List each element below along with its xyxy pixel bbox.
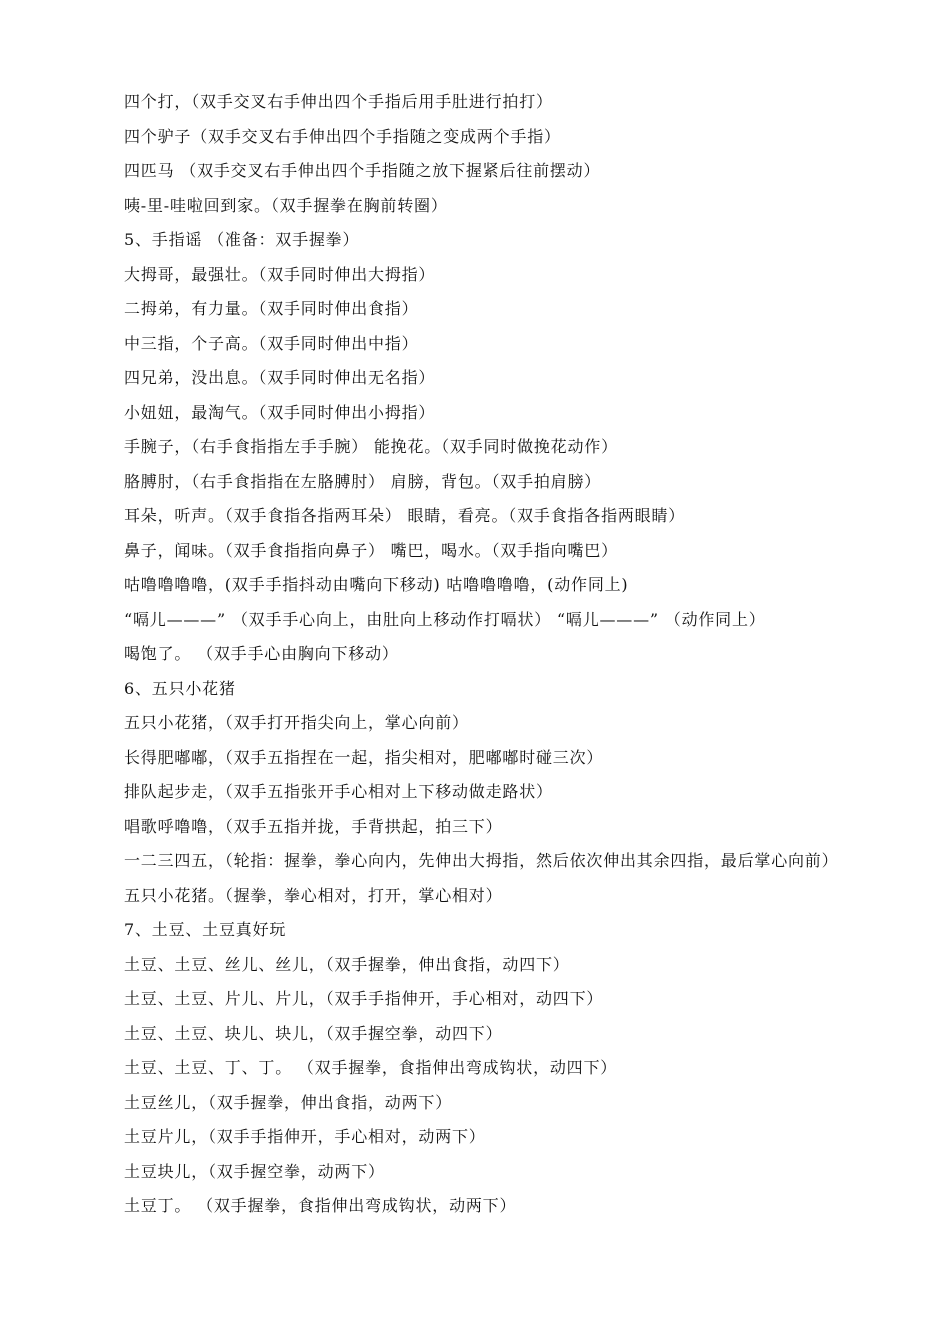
text-line: 中三指，个子高。（双手同时伸出中指） bbox=[124, 333, 419, 353]
text-line: 手腕子，（右手食指指左手手腕） 能挽花。（双手同时做挽花动作） bbox=[124, 437, 618, 456]
text-line: 咦-里-哇啦回到家。（双手握拳在胸前转圈） bbox=[124, 195, 448, 215]
text-line: 土豆、土豆、块儿、块儿，（双手握空拳，动四下） bbox=[124, 1023, 503, 1043]
text-line: 四兄弟，没出息。（双手同时伸出无名指） bbox=[124, 368, 436, 387]
text-line: 胳膊肘，（右手食指指在左胳膊肘） 肩膀，背包。（双手拍肩膀） bbox=[124, 471, 602, 491]
text-line: 喝饱了。 （双手手心由胸向下移动） bbox=[124, 644, 399, 663]
text-line: 土豆块儿，（双手握空拳，动两下） bbox=[124, 1161, 385, 1181]
document-body bbox=[90, 85, 865, 1224]
text-line: 土豆丝儿，（双手握拳，伸出食指，动两下） bbox=[124, 1092, 453, 1112]
text-line: 一二三四五，（轮指：握拳，拳心向内，先伸出大拇指，然后依次伸出其余四指，最后掌心向前） bbox=[124, 851, 839, 870]
text-line: 四个驴子（双手交叉右手伸出四个手指随之变成两个手指） bbox=[124, 126, 561, 146]
text-line: 大拇哥，最强壮。（双手同时伸出大拇指） bbox=[124, 264, 436, 284]
text-line: 小妞妞，最淘气。（双手同时伸出小拇指） bbox=[124, 402, 436, 422]
text-line: 唱歌呼噜噜，（双手五指并拢，手背拱起，拍三下） bbox=[124, 816, 503, 836]
text-line: 耳朵，听声。（双手食指各指两耳朵） 眼睛，看亮。（双手食指各指两眼睛） bbox=[124, 506, 686, 525]
text-line: 土豆丁。 （双手握拳，食指伸出弯成钩状，动两下） bbox=[124, 1196, 517, 1215]
text-line: 五只小花猪，（双手打开指尖向上，掌心向前） bbox=[124, 713, 469, 732]
text-line: 四匹马 （双手交叉右手伸出四个手指随之放下握紧后往前摆动） bbox=[124, 161, 601, 180]
text-line: 土豆、土豆、丁、丁。 （双手握拳，食指伸出弯成钩状，动四下） bbox=[124, 1058, 618, 1077]
text-line: 鼻子，闻味。（双手食指指向鼻子） 嘴巴，喝水。（双手指向嘴巴） bbox=[124, 540, 618, 560]
text-line: 土豆片儿，（双手手指伸开，手心相对，动两下） bbox=[124, 1127, 486, 1146]
text-line: 长得肥嘟嘟，（双手五指捏在一起，指尖相对，肥嘟嘟时碰三次） bbox=[124, 747, 604, 767]
section-heading-6: 6、五只小花猪 bbox=[124, 678, 236, 698]
text-line: 四个打，（双手交叉右手伸出四个手指后用手肚进行拍打） bbox=[124, 92, 553, 111]
text-line: 土豆、土豆、片儿、片儿，（双手手指伸开，手心相对，动四下） bbox=[124, 989, 604, 1008]
section-heading-7: 7、土豆、土豆真好玩 bbox=[124, 920, 287, 939]
text-line: “嗝儿———” （双手手心向上，由肚向上移动作打嗝状） “嗝儿———” （动作同上） bbox=[124, 609, 766, 629]
section-heading-5: 5、手指谣 （准备：双手握拳） bbox=[124, 230, 360, 249]
text-line: 排队起步走，（双手五指张开手心相对上下移动做走路状） bbox=[124, 782, 553, 801]
text-line: 五只小花猪。（握拳，拳心相对，打开，掌心相对） bbox=[124, 885, 503, 905]
text-line: 咕噜噜噜噜，(双手手指抖动由嘴向下移动) 咕噜噜噜噜，(动作同上) bbox=[124, 575, 629, 594]
text-line: 二拇弟，有力量。（双手同时伸出食指） bbox=[124, 299, 419, 318]
text-line: 土豆、土豆、丝儿、丝儿，（双手握拳，伸出食指，动四下） bbox=[124, 954, 570, 974]
